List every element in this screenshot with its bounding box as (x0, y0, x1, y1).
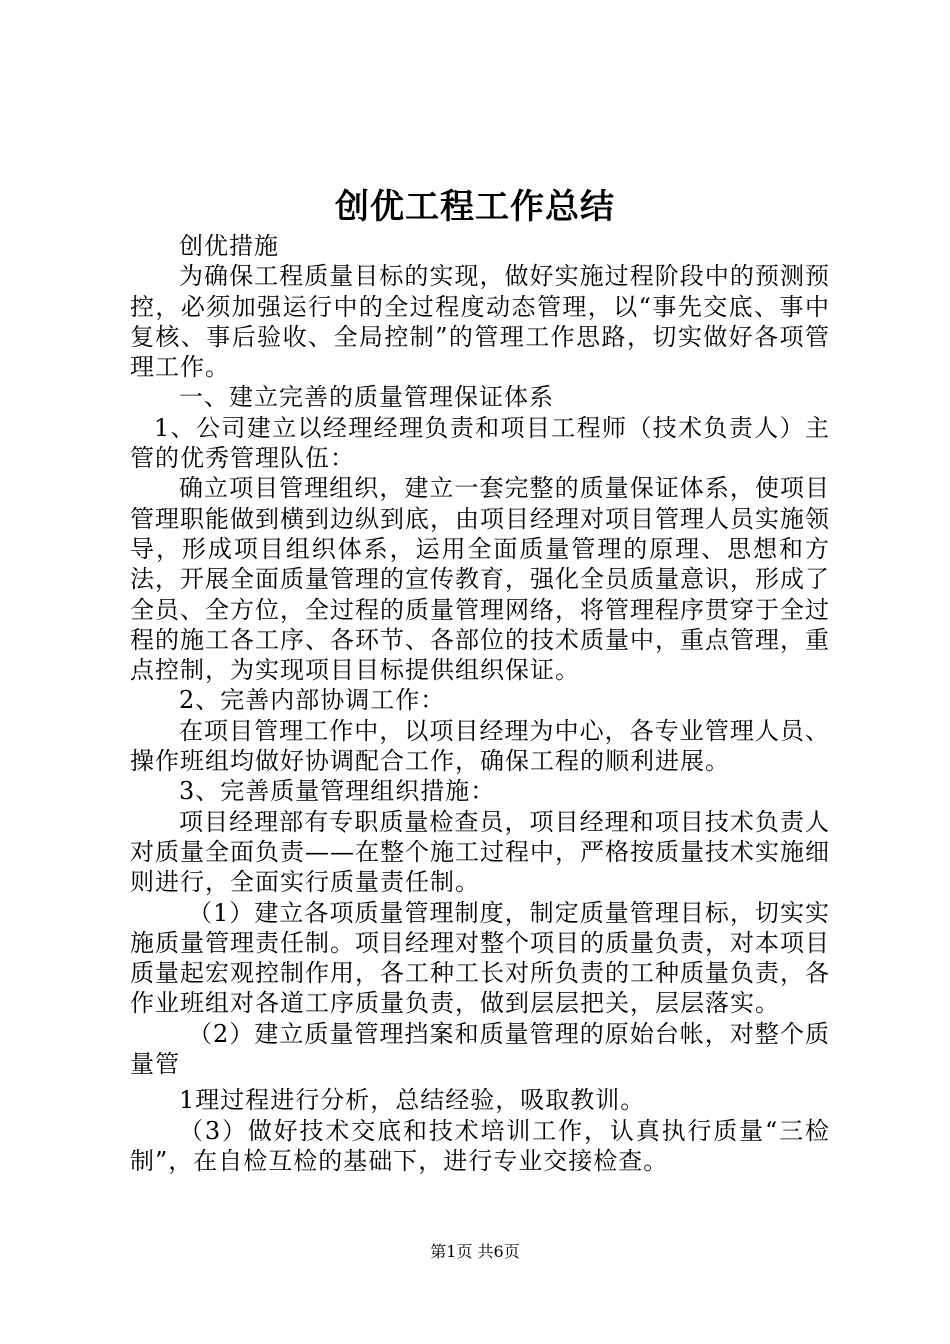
section-heading-1: 一、建立完善的质量管理保证体系 (179, 383, 554, 412)
list-item-3: （3）做好技术交底和技术培训工作，认真执行质量“三检制”，在自检互检的基础下，进行专业交接检查。 (130, 1116, 830, 1175)
paragraph-heading-measures: 创优措施 (179, 232, 279, 260)
paragraph-intro: 为确保工程质量目标的实现，做好实施过程阶段中的预测预控，必须加强运行中的全过程度动态管理，以“事先交底、事中复核、事后验收、全局控制”的管理工作思路，切实做好各项管理工作。 (130, 262, 830, 382)
list-item-2: （2）建立质量管理挡案和质量管理的原始台帐，对整个质量管 (130, 1019, 830, 1079)
subheading-2: 2、完善内部协调工作： (179, 686, 446, 715)
list-item-1: （1）建立各项质量管理制度，制定质量管理目标，切实实施质量管理责任制。项目经理对整个项目的质量负责，对本项目质量起宏观控制作用，各工种工长对所负责的工种质量负责，各作业班组对各道工序质量负责，做到层层把关，层层落实。 (130, 898, 830, 1018)
paragraph-coordination: 在项目管理工作中，以项目经理为中心，各专业管理人员、操作班组均做好协调配合工作，确保工程的顺利进展。 (130, 716, 830, 776)
page-footer: 第1页 共6页 (430, 1242, 520, 1261)
document-title: 创优工程工作总结 (335, 187, 615, 227)
document-body (130, 231, 830, 1176)
paragraph-quality-inspector: 项目经理部有专职质量检查员，项目经理和项目技术负责人对质量全面负责——在整个施工过程中，严格按质量技术实施细则进行，全面实行质量责任制。 (130, 807, 830, 897)
subheading-1: 1、公司建立以经理经理负责和项目工程师（技术负责人）主管的优秀管理队伍： (130, 413, 830, 473)
list-item-2-continued: 1理过程进行分析，总结经验，吸取教训。 (179, 1086, 646, 1115)
paragraph-organization: 确立项目管理组织，建立一套完整的质量保证体系，使项目管理职能做到横到边纵到底，由项目经理对项目管理人员实施领导，形成项目组织体系，运用全面质量管理的原理、思想和方法，开展全面质量管理的宣传教育，强化全员质量意识，形成了全员、全方位，全过程的质量管理网络，将管理程序贯穿于全过程的施工各工序、各环节、各部位的技术质量中，重点管理，重点控制，为实现项目目标提供组织保证。 (130, 474, 830, 685)
subheading-3: 3、完善质量管理组织措施： (179, 777, 496, 806)
